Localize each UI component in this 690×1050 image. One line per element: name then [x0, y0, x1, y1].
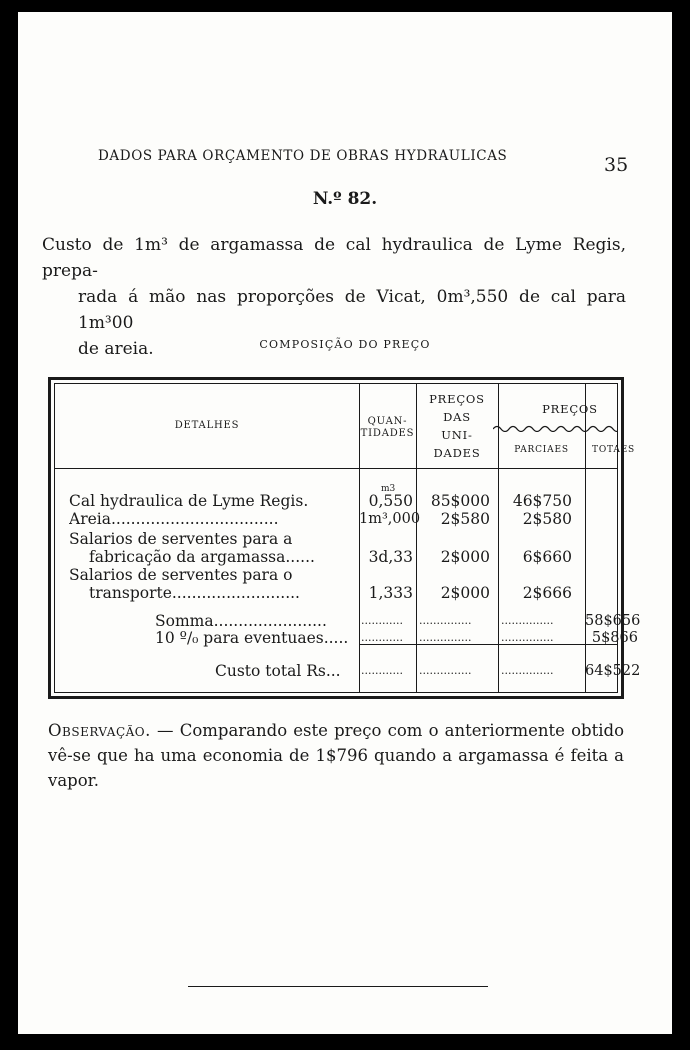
price-table-inner — [54, 383, 641, 693]
row-3-partial: 6$660 — [522, 548, 572, 566]
row-2-qty: 1m³,000 — [359, 511, 421, 527]
somma-dots-qty: ............ — [361, 614, 403, 627]
row-3-detail-a: Salarios de serventes para a — [69, 530, 293, 548]
end-rule — [188, 986, 488, 987]
row-4-detail-b: transporte.......................... — [89, 584, 300, 602]
row-4-detail-a: Salarios de serventes para o — [69, 566, 293, 584]
somma-dots-unit: ............... — [419, 614, 472, 627]
running-header: DADOS PARA ORÇAMENTO DE OBRAS HYDRAULICAS — [98, 148, 508, 164]
eventuaes-dots-qty: ............ — [361, 631, 403, 644]
section-number: N.º 82. — [312, 189, 378, 209]
eventuaes-dots-unit: ............... — [419, 631, 472, 644]
eventuaes-dots-partial: ............... — [501, 631, 554, 644]
row-3-unit-price: 2$000 — [440, 548, 490, 566]
row-1-partial: 46$750 — [512, 492, 572, 510]
observation-paragraph — [48, 718, 624, 793]
observation-text: — Comparando este preço com o anteriormente obtido vê-se que ha uma economia de 1$796 quando a argamassa é feita a vapor. — [48, 721, 624, 790]
header-quantidades: QUAN- TIDADES — [360, 416, 415, 439]
header-detalhes: DETALHES — [174, 420, 240, 431]
eventuaes-label: 10 º/₀ para eventuaes..... — [155, 629, 349, 647]
eventuaes-total: 5$866 — [591, 630, 638, 646]
row-4-unit-price: 2$000 — [440, 584, 490, 602]
custo-total-value: 64$522 — [585, 663, 641, 679]
custo-dots-unit: ............... — [419, 664, 472, 677]
header-precos: PREÇOS — [542, 402, 598, 416]
somma-label: Somma....................... — [155, 612, 327, 630]
row-2-partial: 2$580 — [522, 510, 572, 528]
intro-line-3: de areia. — [78, 339, 154, 359]
row-3-detail-b: fabricação da argamassa...... — [89, 548, 315, 566]
custo-total-label: Custo total Rs... — [215, 662, 341, 680]
price-table — [48, 377, 641, 699]
header-parciaes: PARCIAES — [514, 445, 569, 455]
header-totaes: TOTAES — [592, 445, 635, 455]
row-2-unit-price: 2$580 — [440, 510, 490, 528]
brace-wave — [493, 424, 617, 432]
custo-dots-partial: ............... — [501, 664, 554, 677]
row-4-qty: 1,333 — [368, 584, 413, 602]
header-rule — [55, 468, 617, 469]
page-number: 35 — [604, 154, 629, 176]
book-page — [18, 12, 672, 1034]
somma-dots-partial: ............... — [501, 614, 554, 627]
custo-dots-qty: ............ — [361, 664, 403, 677]
header-precos-unidades: PREÇOS DAS UNI- DADES — [429, 392, 485, 460]
row-1-unit-price: 85$000 — [430, 492, 490, 510]
observation-label: Observação. — [48, 721, 151, 740]
composition-title: COMPOSIÇÃO DO PREÇO — [259, 338, 431, 351]
row-1-qty: 0,550 — [368, 492, 413, 510]
somma-total: 58$656 — [585, 613, 641, 629]
row-3-qty: 3d,33 — [368, 548, 413, 566]
unit-mark: m3 — [381, 484, 396, 494]
row-2-detail: Areia.................................. — [69, 510, 279, 528]
row-1-detail: Cal hydraulica de Lyme Regis. — [69, 492, 309, 510]
intro-line-1: Custo de 1m³ de argamassa de cal hydraulica de Lyme Regis, prepa- — [42, 235, 626, 281]
intro-line-2: rada á mão nas proporções de Vicat, 0m³,550 de cal para 1m³00 — [78, 287, 626, 333]
row-4-partial: 2$666 — [522, 584, 572, 602]
